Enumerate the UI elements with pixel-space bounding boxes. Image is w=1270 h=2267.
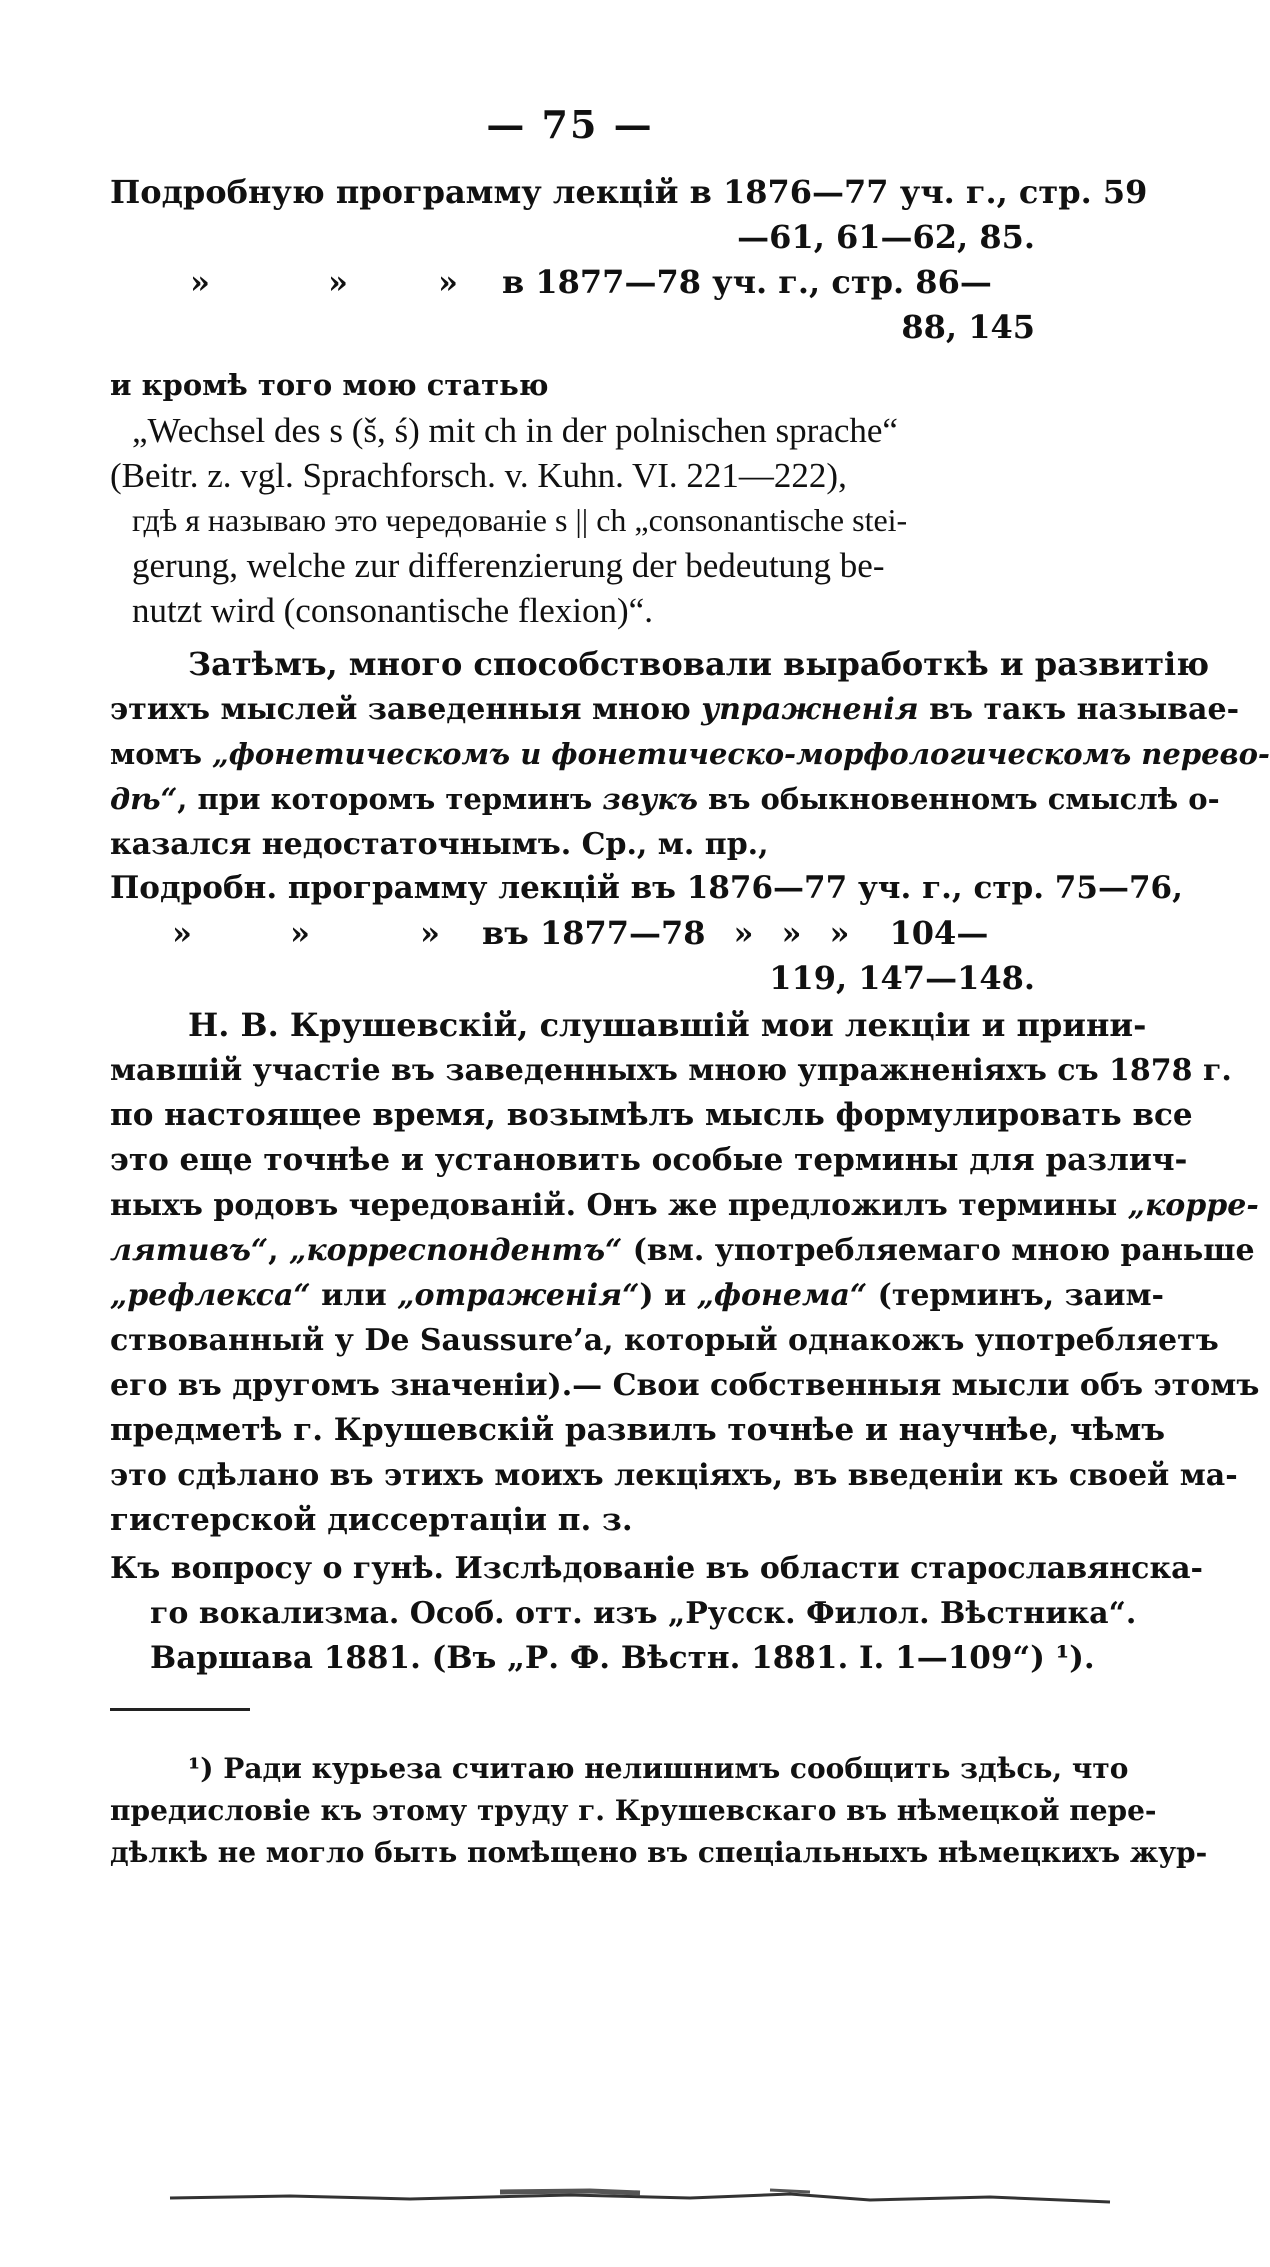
text-span: 88, 145: [901, 308, 1035, 346]
paragraph-krushevsky: [110, 1003, 1260, 1543]
text-line: [110, 956, 1035, 1001]
text-line: [110, 453, 1035, 498]
text-span: ныхъ родовъ чередованій. Онъ же предложилъ термины: [110, 1188, 1118, 1223]
text-span: этихъ мыслей заведенныя мною: [110, 692, 691, 727]
text-span: казался недостаточнымъ. Ср., м. пр.,: [110, 827, 769, 862]
emphasis-span: звукъ: [602, 782, 698, 816]
text-span: по настоящее время, возымѣлъ мысль формулировать все: [110, 1097, 1193, 1133]
ditto-mark: »: [172, 914, 192, 952]
emphasis-span: лятивъ“: [110, 1233, 269, 1268]
text-span: мавшій участіе въ заведенныхъ мною упражненіяхъ съ 1878 г.: [110, 1053, 1232, 1088]
text-line: [110, 1748, 1129, 1790]
ditto-mark: »: [290, 914, 310, 952]
text-line: [110, 1183, 1259, 1228]
text-line: [110, 543, 1035, 588]
text-line: [110, 642, 1209, 687]
text-line: [110, 215, 1035, 260]
text-line: [110, 498, 1035, 543]
text-span: его въ другомъ значеніи).— Свои собственныя мысли объ этомъ: [110, 1368, 1260, 1403]
emphasis-span: „фонетическомъ и фонетическо-морфологическомъ перево-: [212, 737, 1270, 771]
text-span: nutzt wird (consonantische flexion)“.: [132, 591, 653, 630]
text-span: , при которомъ терминъ: [177, 782, 593, 816]
text-span: въ такъ называе-: [929, 692, 1240, 727]
ditto-mark: »: [733, 914, 754, 952]
emphasis-span: „рефлекса“: [110, 1278, 311, 1313]
text-line: [110, 1273, 1165, 1318]
text-line: [110, 305, 1035, 350]
text-line: [110, 1546, 1204, 1591]
text-span: Затѣмъ, много способствовали выработкѣ и развитію: [188, 645, 1209, 683]
text-line: [110, 866, 1183, 911]
text-line: [110, 588, 1035, 633]
text-line: [110, 1591, 1137, 1636]
emphasis-span: „корре-: [1127, 1188, 1259, 1223]
ditto-mark: »: [781, 914, 802, 952]
text-span: Варшава 1881. (Въ „Р. Ф. Вѣстн. 1881. I. 1—109“) ¹).: [150, 1640, 1095, 1676]
text-line: [110, 1048, 1232, 1093]
article-block: [110, 362, 1035, 633]
text-line: [110, 1453, 1238, 1498]
text-span: и кромѣ того мою статью: [110, 368, 549, 402]
text-span: ствованный у De Saussure’a, который однакожъ употребляетъ: [110, 1323, 1219, 1358]
text-span: это сдѣлано въ этихъ моихъ лекціяхъ, въ введеніи къ своей ма-: [110, 1458, 1238, 1493]
text-span: это еще точнѣе и установить особые термины для различ-: [110, 1142, 1188, 1178]
text-span: (вм. употребляемаго мною раньше: [632, 1233, 1255, 1268]
emphasis-span: „корреспондентъ“: [289, 1233, 623, 1268]
text-line: [110, 1138, 1188, 1183]
text-span: Н. В. Крушевскій, слушавшій мои лекціи и прини-: [188, 1006, 1147, 1044]
text-span: въ обыкновенномъ смыслѣ о-: [708, 782, 1220, 816]
text-span: гистерской диссертаціи п. з.: [110, 1502, 633, 1538]
footnote: [110, 1748, 1208, 1874]
text-line: [110, 1636, 1095, 1681]
scan-edge-artifact: [170, 2178, 1110, 2208]
text-line: [110, 1832, 1208, 1874]
emphasis-span: „фонема“: [696, 1278, 868, 1313]
text-span: в 1877—78 уч. г., стр. 86—: [502, 263, 992, 301]
text-line: [110, 777, 1220, 822]
text-span: предисловіе къ этому труду г. Крушевскаго въ нѣмецкой пере-: [110, 1794, 1157, 1827]
bibliography-entry: [110, 1546, 1204, 1681]
text-line: [110, 1363, 1260, 1408]
text-span: гдѣ я называю это чередованіе s || ch „consonantische stei-: [132, 502, 908, 538]
emphasis-span: „отраженія“: [397, 1278, 640, 1313]
text-span: момъ: [110, 737, 202, 771]
ditto-mark: »: [328, 263, 348, 301]
text-span: (Beitr. z. vgl. Sprachforsch. v. Kuhn. VI. 221—222),: [110, 456, 847, 495]
text-line: [110, 1498, 1035, 1543]
text-line: [110, 911, 1035, 956]
paragraph-zatem: [110, 642, 1270, 867]
text-span: ¹) Ради курьеза считаю нелишнимъ сообщить здѣсь, что: [188, 1752, 1129, 1785]
text-line: [110, 408, 1035, 453]
text-span: предметѣ г. Крушевскій развилъ точнѣе и научнѣе, чѣмъ: [110, 1412, 1166, 1448]
text-line: [110, 362, 1035, 408]
page-number: — 75 —: [486, 102, 654, 147]
text-line: [110, 687, 1240, 732]
footnote-rule: [110, 1708, 250, 1711]
ditto-mark: »: [438, 263, 458, 301]
ditto-mark: »: [190, 263, 210, 301]
text-span: 104—: [889, 914, 989, 952]
text-span: —61, 61—62, 85.: [737, 218, 1035, 256]
text-span: (терминъ, заим-: [877, 1278, 1165, 1313]
text-line: [110, 1093, 1193, 1138]
text-span: Подробную программу лекцій в 1876—77 уч. г., стр. 59: [110, 173, 1148, 211]
emphasis-span: дѣ“: [110, 782, 178, 816]
ditto-mark: »: [829, 914, 850, 952]
text-line: [110, 170, 1148, 215]
ditto-mark: »: [420, 914, 440, 952]
text-span: „Wechsel des s (š, ś) mit ch in der polnischen sprache“: [132, 411, 898, 450]
text-span: или: [321, 1278, 387, 1313]
text-span: Къ вопросу о гунѣ. Изслѣдованіе въ области старославянска-: [110, 1551, 1204, 1586]
text-line: [110, 260, 1035, 305]
text-line: [110, 1228, 1255, 1273]
text-span: 119, 147—148.: [769, 959, 1035, 997]
text-span: го вокализма. Особ. отт. изъ „Русск. Филол. Вѣстника“.: [150, 1596, 1137, 1631]
reference-block-2: [110, 866, 1183, 1001]
text-span: ,: [268, 1233, 279, 1268]
text-line: [110, 732, 1270, 777]
text-line: [110, 1318, 1219, 1363]
text-span: дѣлкѣ не могло быть помѣщено въ спеціальныхъ нѣмецкихъ жур-: [110, 1836, 1208, 1869]
text-span: Подробн. программу лекцій въ 1876—77 уч. г., стр. 75—76,: [110, 870, 1183, 906]
text-line: [110, 1408, 1166, 1453]
reference-block-1: [110, 170, 1148, 350]
text-span: ) и: [639, 1278, 687, 1313]
text-line: [110, 1003, 1147, 1048]
text-span: gerung, welche zur differenzierung der bedeutung be-: [132, 546, 885, 585]
text-line: [110, 1790, 1157, 1832]
text-line: [110, 822, 1035, 867]
emphasis-span: упражненія: [701, 692, 919, 727]
text-span: въ 1877—78: [482, 914, 706, 952]
